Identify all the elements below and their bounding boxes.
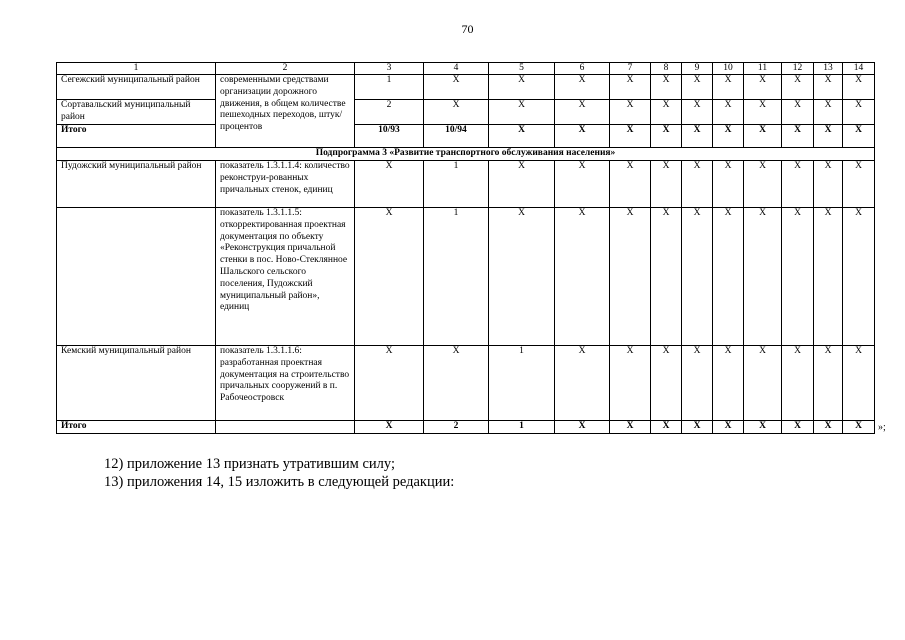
closing-mark: »; — [878, 422, 886, 433]
value-cell: X — [610, 75, 651, 100]
value-cell: 10/93 — [355, 125, 424, 148]
value-cell: X — [814, 100, 843, 125]
column-header: 14 — [843, 63, 875, 75]
column-header: 7 — [610, 63, 651, 75]
value-cell: 1 — [424, 208, 489, 346]
value-cell: X — [814, 161, 843, 208]
value-cell: X — [782, 161, 814, 208]
value-cell: X — [651, 161, 682, 208]
column-header: 1 — [57, 63, 216, 75]
value-cell: X — [843, 125, 875, 148]
value-cell: 1 — [424, 161, 489, 208]
value-cell: X — [489, 75, 555, 100]
table-body — [57, 63, 875, 434]
value-cell: X — [814, 346, 843, 421]
value-cell: X — [713, 208, 744, 346]
value-cell: X — [555, 161, 610, 208]
value-cell: X — [744, 75, 782, 100]
value-cell: X — [843, 161, 875, 208]
value-cell: X — [843, 346, 875, 421]
value-cell: X — [782, 346, 814, 421]
column-header: 10 — [713, 63, 744, 75]
column-header: 5 — [489, 63, 555, 75]
value-cell: X — [843, 75, 875, 100]
header-row — [57, 63, 875, 75]
value-cell: X — [555, 100, 610, 125]
table-row — [57, 208, 875, 346]
value-cell: X — [610, 346, 651, 421]
column-header: 9 — [682, 63, 713, 75]
value-cell: X — [713, 125, 744, 148]
region-cell: Кемский муниципальный район — [57, 346, 216, 421]
value-cell: X — [651, 75, 682, 100]
region-cell: Итого — [57, 125, 216, 148]
value-cell: X — [682, 161, 713, 208]
table-row — [57, 100, 875, 125]
value-cell: 2 — [355, 100, 424, 125]
total-row — [57, 421, 875, 434]
value-cell: X — [713, 421, 744, 434]
value-cell: X — [355, 346, 424, 421]
value-cell: X — [782, 125, 814, 148]
value-cell: X — [682, 75, 713, 100]
value-cell: X — [713, 161, 744, 208]
value-cell: X — [814, 421, 843, 434]
value-cell: X — [843, 208, 875, 346]
value-cell: X — [782, 75, 814, 100]
value-cell: X — [610, 161, 651, 208]
value-cell: X — [782, 421, 814, 434]
column-header: 6 — [555, 63, 610, 75]
value-cell: X — [814, 208, 843, 346]
value-cell: X — [744, 125, 782, 148]
value-cell: X — [555, 346, 610, 421]
value-cell: 10/94 — [424, 125, 489, 148]
region-cell: Пудожский муниципальный район — [57, 161, 216, 208]
region-cell: Сегежский муниципальный район — [57, 75, 216, 100]
subprogram-row — [57, 148, 875, 161]
value-cell: X — [424, 75, 489, 100]
value-cell: X — [424, 100, 489, 125]
table-row — [57, 75, 875, 100]
column-header: 4 — [424, 63, 489, 75]
value-cell: X — [651, 346, 682, 421]
indicator-cell: показатель 1.3.1.1.6: разработанная проектная документация на строительство причальных сооружений в п. Рабочеостровск — [216, 346, 355, 421]
column-header: 2 — [216, 63, 355, 75]
value-cell: X — [424, 346, 489, 421]
value-cell: X — [744, 346, 782, 421]
column-header: 3 — [355, 63, 424, 75]
column-header: 12 — [782, 63, 814, 75]
value-cell: X — [610, 125, 651, 148]
value-cell: X — [489, 100, 555, 125]
value-cell: X — [651, 208, 682, 346]
region-cell: Сортавальский муниципальный район — [57, 100, 216, 125]
indicator-cell: показатель 1.3.1.1.5: откорректированная проектная документация по объекту «Реконструкция причальной стенки в пос. Ново-Стеклянное Шальского сельского поселения, Пудожский муниципальный район», единиц — [216, 208, 355, 346]
column-header: 11 — [744, 63, 782, 75]
note-item: 13) приложения 14, 15 изложить в следующей редакции: — [104, 474, 455, 490]
table-row — [57, 125, 875, 148]
indicator-cell: современными средствами организации дорожного движения, в общем количестве пешеходных переходов, штук/процентов — [216, 75, 355, 148]
value-cell: 1 — [489, 346, 555, 421]
value-cell: X — [355, 208, 424, 346]
table-row — [57, 346, 875, 421]
value-cell: X — [713, 346, 744, 421]
value-cell: 1 — [355, 75, 424, 100]
value-cell: X — [782, 208, 814, 346]
value-cell: X — [814, 125, 843, 148]
value-cell: X — [682, 100, 713, 125]
column-header: 13 — [814, 63, 843, 75]
value-cell: X — [744, 100, 782, 125]
subprogram-title: Подпрограмма 3 «Развитие транспортного обслуживания населения» — [57, 148, 875, 161]
value-cell: X — [814, 75, 843, 100]
value-cell: X — [555, 421, 610, 434]
value-cell: X — [744, 421, 782, 434]
value-cell: 2 — [424, 421, 489, 434]
value-cell: X — [682, 125, 713, 148]
value-cell: X — [843, 100, 875, 125]
table-row — [57, 161, 875, 208]
value-cell: X — [489, 208, 555, 346]
value-cell: X — [682, 346, 713, 421]
note-item: 12) приложение 13 признать утратившим силу; — [104, 456, 395, 472]
value-cell: X — [610, 421, 651, 434]
region-cell: Итого — [57, 421, 216, 434]
value-cell: X — [555, 208, 610, 346]
column-header: 8 — [651, 63, 682, 75]
value-cell: X — [744, 161, 782, 208]
value-cell: X — [489, 125, 555, 148]
value-cell: X — [355, 161, 424, 208]
value-cell: X — [682, 208, 713, 346]
value-cell: X — [555, 125, 610, 148]
value-cell: X — [610, 100, 651, 125]
value-cell: X — [355, 421, 424, 434]
page-number: 70 — [461, 22, 474, 36]
value-cell: X — [843, 421, 875, 434]
value-cell: X — [682, 421, 713, 434]
value-cell: X — [744, 208, 782, 346]
data-table — [56, 62, 875, 434]
indicator-cell — [216, 421, 355, 434]
value-cell: X — [713, 100, 744, 125]
value-cell: X — [782, 100, 814, 125]
indicator-cell: показатель 1.3.1.1.4: количество реконструи-рованных причальных стенок, единиц — [216, 161, 355, 208]
value-cell: X — [651, 100, 682, 125]
value-cell: X — [489, 161, 555, 208]
value-cell: X — [651, 125, 682, 148]
value-cell: X — [651, 421, 682, 434]
value-cell: 1 — [489, 421, 555, 434]
region-cell — [57, 208, 216, 346]
value-cell: X — [610, 208, 651, 346]
value-cell: X — [713, 75, 744, 100]
value-cell: X — [555, 75, 610, 100]
